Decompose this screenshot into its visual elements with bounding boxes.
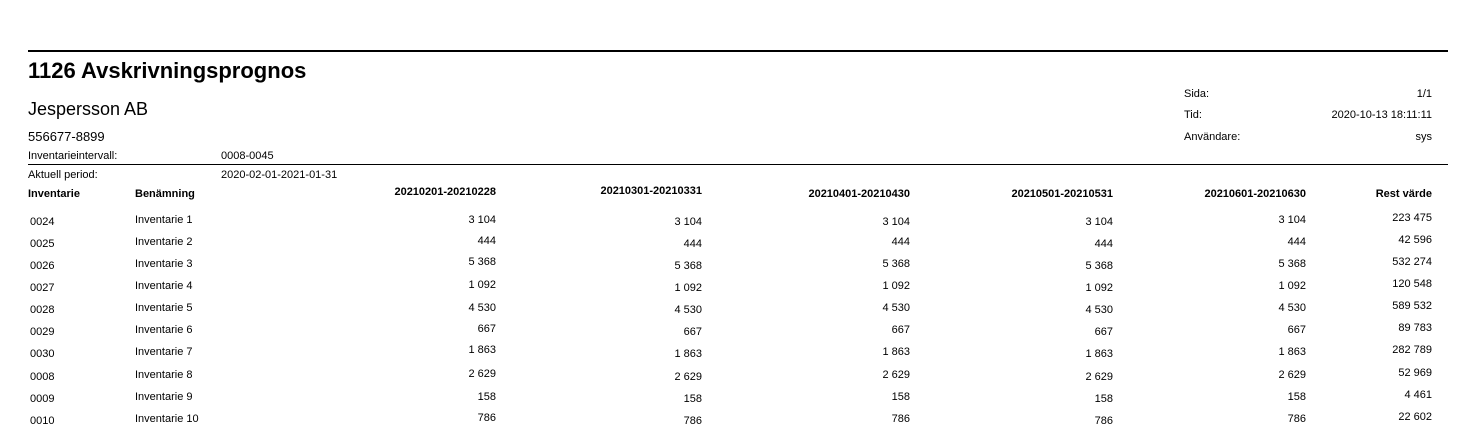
cell-rest-varde: 589 532 — [1392, 300, 1432, 312]
cell-inventarie: 0008 — [30, 371, 55, 383]
cell-period-3: 2 629 — [882, 369, 910, 381]
cell-period-4: 5 368 — [1085, 260, 1113, 272]
page-value: 1/1 — [1416, 88, 1432, 100]
col-header-period-3: 20210401-20210430 — [808, 188, 910, 200]
cell-benamning: Inventarie 1 — [135, 214, 193, 226]
col-header-rest-varde: Rest värde — [1375, 188, 1432, 200]
col-header-inventarie: Inventarie — [28, 188, 80, 200]
cell-period-1: 3 104 — [468, 214, 496, 226]
cell-inventarie: 0028 — [30, 304, 55, 316]
time-value: 2020-10-13 18:11:11 — [1331, 109, 1432, 121]
cell-rest-varde: 52 969 — [1398, 367, 1432, 379]
cell-period-2: 5 368 — [674, 260, 702, 272]
user-value: sys — [1415, 131, 1432, 143]
cell-period-3: 5 368 — [882, 258, 910, 270]
cell-period-4: 444 — [1094, 238, 1113, 250]
cell-inventarie: 0029 — [30, 326, 55, 338]
cell-period-4: 4 530 — [1085, 304, 1113, 316]
cell-period-3: 1 863 — [882, 346, 910, 358]
cell-rest-varde: 223 475 — [1392, 212, 1432, 224]
col-header-period-1: 20210201-20210228 — [394, 186, 496, 198]
cell-period-3: 1 092 — [882, 280, 910, 292]
cell-inventarie: 0025 — [30, 238, 55, 250]
cell-inventarie: 0009 — [30, 393, 55, 405]
cell-period-2: 2 629 — [674, 371, 702, 383]
cell-rest-varde: 4 461 — [1404, 389, 1432, 401]
cell-benamning: Inventarie 2 — [135, 236, 193, 248]
cell-period-4: 3 104 — [1085, 216, 1113, 228]
cell-period-2: 1 863 — [674, 348, 702, 360]
user-label: Användare: — [1184, 131, 1241, 143]
cell-period-1: 2 629 — [468, 368, 496, 380]
cell-benamning: Inventarie 5 — [135, 302, 193, 314]
period-value: 2020-02-01-2021-01-31 — [221, 169, 338, 181]
cell-period-5: 444 — [1287, 236, 1306, 248]
cell-period-1: 667 — [477, 323, 496, 335]
cell-benamning: Inventarie 8 — [135, 369, 193, 381]
cell-period-5: 4 530 — [1278, 302, 1306, 314]
cell-benamning: Inventarie 7 — [135, 346, 193, 358]
cell-period-3: 158 — [891, 391, 910, 403]
cell-period-1: 4 530 — [468, 302, 496, 314]
col-header-benamning: Benämning — [135, 188, 195, 200]
cell-benamning: Inventarie 4 — [135, 280, 193, 292]
cell-inventarie: 0024 — [30, 216, 55, 228]
cell-period-4: 158 — [1094, 393, 1113, 405]
page-label: Sida: — [1184, 88, 1210, 100]
cell-period-2: 786 — [683, 415, 702, 427]
cell-period-4: 1 092 — [1085, 282, 1113, 294]
cell-period-2: 1 092 — [674, 282, 702, 294]
cell-period-5: 2 629 — [1278, 369, 1306, 381]
cell-period-1: 1 092 — [468, 279, 496, 291]
cell-benamning: Inventarie 10 — [135, 413, 199, 425]
cell-rest-varde: 42 596 — [1398, 234, 1432, 246]
interval-value: 0008-0045 — [221, 150, 274, 162]
cell-period-4: 1 863 — [1085, 348, 1113, 360]
col-header-period-2: 20210301-20210331 — [600, 185, 702, 197]
time-label: Tid: — [1184, 109, 1202, 121]
report-title: 1126 Avskrivningsprognos — [28, 58, 307, 83]
cell-period-5: 158 — [1287, 391, 1306, 403]
header-rule — [28, 164, 1448, 165]
cell-rest-varde: 532 274 — [1392, 256, 1432, 268]
cell-period-4: 2 629 — [1085, 371, 1113, 383]
top-rule — [28, 50, 1448, 52]
cell-rest-varde: 22 602 — [1398, 411, 1432, 423]
cell-inventarie: 0026 — [30, 260, 55, 272]
cell-period-5: 5 368 — [1278, 258, 1306, 270]
cell-period-3: 667 — [891, 324, 910, 336]
cell-period-4: 786 — [1094, 415, 1113, 427]
cell-rest-varde: 120 548 — [1392, 278, 1432, 290]
cell-period-5: 3 104 — [1278, 214, 1306, 226]
cell-period-3: 3 104 — [882, 216, 910, 228]
period-label: Aktuell period: — [28, 169, 98, 181]
cell-period-2: 4 530 — [674, 304, 702, 316]
cell-inventarie: 0030 — [30, 348, 55, 360]
company-name: Jespersson AB — [28, 99, 149, 119]
cell-period-1: 1 863 — [468, 344, 496, 356]
cell-inventarie: 0027 — [30, 282, 55, 294]
cell-period-1: 444 — [477, 235, 496, 247]
cell-period-5: 1 092 — [1278, 280, 1306, 292]
col-header-period-4: 20210501-20210531 — [1011, 188, 1113, 200]
cell-benamning: Inventarie 9 — [135, 391, 193, 403]
cell-benamning: Inventarie 3 — [135, 258, 193, 270]
cell-period-2: 158 — [683, 393, 702, 405]
cell-inventarie: 0010 — [30, 415, 55, 427]
cell-period-3: 786 — [891, 413, 910, 425]
cell-period-2: 667 — [683, 326, 702, 338]
cell-period-3: 444 — [891, 236, 910, 248]
cell-period-1: 5 368 — [468, 256, 496, 268]
cell-rest-varde: 89 783 — [1398, 322, 1432, 334]
interval-label: Inventarieintervall: — [28, 150, 118, 162]
cell-rest-varde: 282 789 — [1392, 344, 1432, 356]
cell-period-5: 667 — [1287, 324, 1306, 336]
cell-period-2: 3 104 — [674, 216, 702, 228]
cell-period-1: 786 — [477, 412, 496, 424]
cell-benamning: Inventarie 6 — [135, 324, 193, 336]
col-header-period-5: 20210601-20210630 — [1204, 188, 1306, 200]
cell-period-5: 1 863 — [1278, 346, 1306, 358]
org-number: 556677-8899 — [28, 129, 105, 144]
cell-period-4: 667 — [1094, 326, 1113, 338]
cell-period-1: 158 — [477, 391, 496, 403]
cell-period-5: 786 — [1287, 413, 1306, 425]
cell-period-3: 4 530 — [882, 302, 910, 314]
cell-period-2: 444 — [683, 238, 702, 250]
